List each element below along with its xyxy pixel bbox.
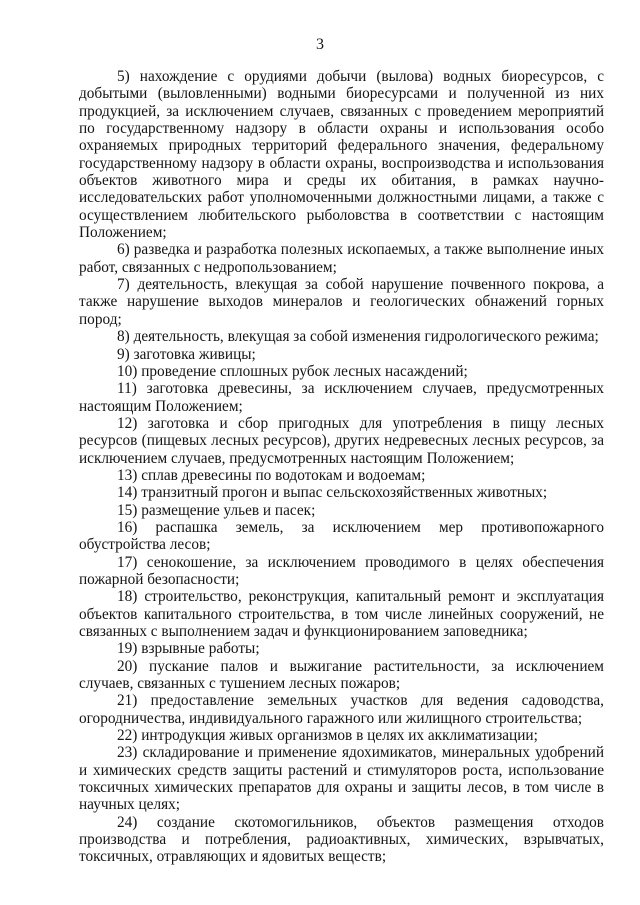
list-item-12: 12) заготовка и сбор пригодных для употребления в пищу лесных ресурсов (пищевых лесных ресурсов), других недревесных лесных ресурсов, за исключением случаев, предусмотренных настоящим Положением; (79, 414, 604, 467)
list-item-6: 6) разведка и разработка полезных ископаемых, а также выполнение иных работ, связанных с недропользованием; (79, 241, 604, 276)
list-item-21: 21) предоставление земельных участков для ведения садоводства, огородничества, индивидуального гаражного или жилищного строительства; (79, 692, 604, 727)
list-item-11: 11) заготовка древесины, за исключением случаев, предусмотренных настоящим Положением; (79, 380, 604, 415)
list-item-15: 15) размещение ульев и пасек; (117, 501, 316, 519)
list-item-10: 10) проведение сплошных рубок лесных насаждений; (117, 362, 468, 380)
list-item-24: 24) создание скотомогильников, объектов размещения отходов производства и потребления, радиоактивных, химических, взрывчатых, токсичных, отравляющих и ядовитых веществ; (79, 813, 604, 866)
list-item-13: 13) сплав древесины по водотокам и водоемам; (117, 466, 426, 484)
list-item-7: 7) деятельность, влекущая за собой нарушение почвенного покрова, а также нарушение выходов минералов и геологических обнажений горных пород; (79, 276, 604, 328)
list-item-18: 18) строительство, реконструкция, капитальный ремонт и эксплуатация объектов капитального строительства, в том числе линейных сооружений, не связанных с выполнением задач и функционированием заповедника; (79, 588, 604, 640)
list-item-8: 8) деятельность, влекущая за собой изменения гидрологического режима; (117, 328, 599, 346)
list-item-22: 22) интродукция живых организмов в целях их акклиматизации; (117, 727, 538, 745)
list-item-19: 19) взрывные работы; (117, 640, 260, 658)
list-item-17: 17) сенокошение, за исключением проводимого в целях обеспечения пожарной безопасности; (79, 553, 604, 588)
list-item-23: 23) складирование и применение ядохимикатов, минеральных удобрений и химических средств защиты растений и стимуляторов роста, использование токсичных химических препаратов для охраны и защиты лесов, в том числе в научных целях; (79, 744, 604, 814)
document-body (79, 68, 604, 866)
list-item-9: 9) заготовка живицы; (117, 345, 256, 363)
list-item-20: 20) пускание палов и выжигание растительности, за исключением случаев, связанных с тушением лесных пожаров; (79, 657, 604, 693)
page-number: 3 (316, 36, 324, 53)
list-item-5: 5) нахождение с орудиями добычи (вылова) водных биоресурсов, с добытыми (выловленными) водными биоресурсами и полученной из них продукцией, за исключением случаев, связанных с проведением мероприятий по государственному надзору в области охраны и использования особо охраняемых природных территорий федерального значения, федеральному государственному надзору в области охраны, воспроизводства и использования объектов животного мира и среды их обитания, в рамках научно-исследовательских работ уполномоченными должностными лицами, а также с осуществлением любительского рыболовства в соответствии с настоящим Положением; (79, 68, 604, 242)
list-item-14: 14) транзитный прогон и выпас сельскохозяйственных животных; (117, 484, 548, 502)
list-item-16: 16) распашка земель, за исключением мер противопожарного обустройства лесов; (79, 518, 604, 554)
